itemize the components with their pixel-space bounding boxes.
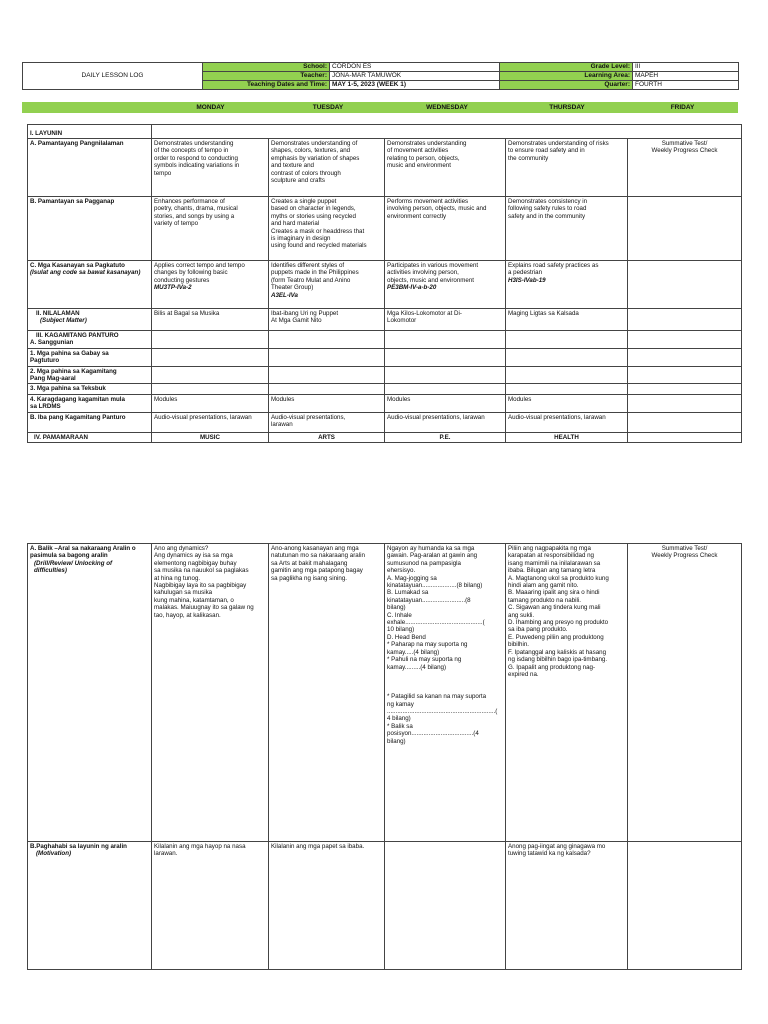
cell-b-thursday: Demonstrates consistency in following safety rules to road safety and in the community [506,197,628,261]
cell-motivation-friday [628,842,742,970]
subject-pe: P.E. [385,432,506,442]
cell-gabay-blank [269,348,385,366]
cell-review-tuesday: Ano-anong kasanayan ang mga natutunan mo sa nakaraang aralin sa Arts at bakit mahalagang gamitin ang mga patapong bagay sa paglikha ng isang sining. [269,544,385,842]
cell-a-wednesday: Demonstrates understanding of movement activities relating to person, objects, music and environment [385,139,506,197]
cell-iba-wednesday: Audio-visual presentations, larawan [385,412,506,432]
quarter-label: Quarter: [500,81,633,90]
cell-kagamitan-blank [152,331,269,349]
school-label: School: [203,63,330,72]
row-label-kagamitan [28,331,152,349]
cell-b-wednesday: Performs movement activities involving person, objects, music and environment correctly [385,197,506,261]
cell-c-wednesday [385,261,506,309]
kasanayan-title: C. Mga Kasanayan sa Pagkatuto [30,262,125,269]
cell-iba-monday: Audio-visual presentations, larawan [152,412,269,432]
subject-arts: ARTS [269,432,385,442]
cell-gabay-blank [628,348,742,366]
cell-teksbuk-blank [152,384,269,394]
cell-nilalaman-wednesday: Mga Kilos-Lokomotor at Di- Lokomotor [385,309,506,331]
row-label-pamantayang-pangnilalaman: A. Pamantayang Pangnilalaman [28,139,152,197]
competency-code: A3EL-IVa [271,291,298,299]
cell-iba-tuesday: Audio-visual presentations, larawan [269,412,385,432]
cell-c-thursday [506,261,628,309]
cell-kagamitang-blank [385,366,506,384]
competency-text: Applies correct tempo and tempo changes by following basic conducting gestures [154,262,245,284]
cell-gabay-blank [385,348,506,366]
cell-nilalaman-monday: Bilis at Bagal sa Musika [152,309,269,331]
area-value: MAPEH [633,72,739,81]
cell-kagamitang-blank [152,366,269,384]
cell-motivation-tuesday: Kilalanin ang mga papet sa ibaba. [269,842,385,970]
cell-kagamitang-blank [628,366,742,384]
cell-kagamitang-blank [506,366,628,384]
cell-b-friday [628,197,742,261]
cell-motivation-wednesday [385,842,506,970]
cell-review-friday: Summative Test/ Weekly Progress Check [628,544,742,842]
row-label-nilalaman [28,309,152,331]
cell-lrdms-tuesday: Modules [269,394,385,412]
day-monday: MONDAY [152,102,269,113]
cell-review-wednesday: Ngayon ay humanda ka sa mga gawain. Pag-aralan at gawin ang sumusunod na pampasigla ehersisyo. A. Mag-jogging sa kinatatayuan....................(8 bilang) B. Lumakad sa kinatatayuan.........................(8 bilang) C. Inhale exhale.............................................( 10 bilang) D. Head Bend * Paharap na may suporta ng kamay.....(4 bilang) * Pahuli na may suporta ng kamay.........(4 bilang) * Patagilid sa kanan na may suporta ng kamay ...............................................................( 4 bilang) * Balik sa posisyon....................................(4 bilang) [385,544,506,842]
row-label-gabay: 1. Mga pahina sa Gabay sa Pagtuturo [28,348,152,366]
competency-text: Identifies different styles of puppets made in the Philippines (form Teatro Mulat and Anino Theater Group) [271,262,359,292]
row-label-kagamitang-mag-aaral: 2. Mga pahina sa Kagamitang Pang Mag-aaral [28,366,152,384]
subject-health: HEALTH [506,432,628,442]
lesson-table-1 [27,124,742,443]
log-title: DAILY LESSON LOG [23,63,203,90]
row-label-iba-pang-kagamitan: B. Iba pang Kagamitang Panturo [28,412,152,432]
cell-kagamitan-blank [385,331,506,349]
dates-label: Teaching Dates and Time: [203,81,330,90]
day-wednesday: WEDNESDAY [387,102,507,113]
day-tuesday: TUESDAY [269,102,387,113]
competency-text: Participates in various movement activities involving person, objects, music and environment [387,262,479,284]
competency-code: H3IS-IVab-19 [508,276,546,284]
cell-kagamitan-blank [628,331,742,349]
header-table [22,62,739,90]
cell-review-thursday: Piliin ang nagpapakita ng mga karapatan at responsibilidad ng isang mamimili na inilalarawan sa ibaba. Bilugan ang tamang letra A. Magtanong ukol sa produkto kung hindi alam ang gamit nito. B. Maaaring ipalit ang sira o hindi tamang produkto na nabili. C. Sigawan ang tindera kung mali ang sukli. D. Ihambing ang presyo ng produkto sa iba pang produkto. E. Puwedeng piliin ang produktong bibilhin. F. Ipatanggal ang kaliskis at hasang ng isdang bibilhin bago ipa-timbang. G. Ipapalit ang produktong nag- expired na. [506,544,628,842]
paghahabi-title: B.Paghahabi sa layunin ng aralin [30,843,127,850]
cell-b-monday: Enhances performance of poetry, chants, drama, musical stories, and songs by using a variety of tempo [152,197,269,261]
cell-b-tuesday: Creates a single puppet based on character in legends, myths or stories using recycled and hard material Creates a mask or headdress that is imaginary in design using found and recycled materials [269,197,385,261]
cell-lrdms-friday [628,394,742,412]
cell-iba-friday [628,412,742,432]
cell-motivation-monday: Kilalanin ang mga hayop na nasa larawan. [152,842,269,970]
balik-aral-subtitle: (Drill/Review/ Unlocking of difficulties) [34,559,113,575]
row-label-kasanayan [28,261,152,309]
day-header-bar [22,102,738,113]
grade-label: Grade Level: [500,63,633,72]
sanggunian-title: A. Sanggunian [30,339,74,347]
nilalaman-subtitle: (Subject Matter) [40,317,87,325]
cell-teksbuk-blank [628,384,742,394]
school-value: CORDON ES [330,63,500,72]
cell-teksbuk-blank [385,384,506,394]
lesson-table-2 [27,543,742,970]
paghahabi-subtitle: (Motivation) [36,850,72,858]
cell-a-monday: Demonstrates understanding of the concepts of tempo in order to respond to conducting symbols indicating variations in tempo [152,139,269,197]
cell-motivation-thursday: Anong pag-iingat ang ginagawa mo tuwing tatawid ka ng kalsada? [506,842,628,970]
cell-kagamitan-blank [269,331,385,349]
teacher-label: Teacher: [203,72,330,81]
competency-text: Explains road safety practices as a pedestrian [508,262,599,277]
cell-lrdms-wednesday: Modules [385,394,506,412]
day-thursday: THURSDAY [507,102,627,113]
cell-a-friday: Summative Test/ Weekly Progress Check [628,139,742,197]
cell-lrdms-monday: Modules [152,394,269,412]
layunin-blank [152,125,742,139]
subject-friday-blank [628,432,742,442]
cell-review-monday: Ano ang dynamics? Ang dynamics ay isa sa mga elementong nagbibigay buhay sa musika na nauukol sa paglakas at hina ng tunog. Nagbibigay laya ito sa pagbibigay kahulugan sa musika kung mahina, katamtaman, o malakas. Maiuugnay ito sa galaw ng tao, hayop, at kalikasan. [152,544,269,842]
cell-gabay-blank [506,348,628,366]
day-friday: FRIDAY [627,102,738,113]
day-header-blank [22,102,152,113]
cell-kagamitan-blank [506,331,628,349]
subject-music: MUSIC [152,432,269,442]
cell-nilalaman-tuesday: Ibat-ibang Uri ng Puppet At Mga Gamit Nito [269,309,385,331]
balik-aral-title: A. Balik –Aral sa nakaraang Aralin o pasimula sa bagong aralin [30,545,136,560]
cell-a-thursday: Demonstrates understanding of risks to ensure road safety and in the community [506,139,628,197]
cell-a-tuesday: Demonstrates understanding of shapes, colors, textures, and emphasis by variation of shapes and texture and contrast of colors through sculpture and crafts [269,139,385,197]
cell-lrdms-thursday: Modules [506,394,628,412]
competency-code: MU3TP-IVa-2 [154,284,192,292]
cell-nilalaman-friday [628,309,742,331]
row-label-pamantayan-pagganap: B. Pamantayan sa Pagganap [28,197,152,261]
cell-teksbuk-blank [269,384,385,394]
cell-teksbuk-blank [506,384,628,394]
teacher-value: JONA-MAR TAMUWOK [330,72,500,81]
row-label-lrdms: 4. Karagdagang kagamitan mula sa LRDMS [28,394,152,412]
row-label-paghahabi [28,842,152,970]
cell-iba-thursday: Audio-visual presentations, larawan [506,412,628,432]
row-label-teksbuk: 3. Mga pahina sa Teksbuk [28,384,152,394]
cell-nilalaman-thursday: Maging Ligtas sa Kalsada [506,309,628,331]
cell-gabay-blank [152,348,269,366]
cell-c-friday [628,261,742,309]
kasanayan-subtitle: (Isulat ang code sa bawat kasanayan) [30,269,141,277]
cell-c-tuesday [269,261,385,309]
cell-c-monday [152,261,269,309]
cell-kagamitang-blank [269,366,385,384]
grade-value: III [633,63,739,72]
layunin-heading: I. LAYUNIN [28,125,152,139]
quarter-value: FOURTH [633,81,739,90]
row-label-balik-aral [28,544,152,842]
kagamitan-title: III. KAGAMITANG PANTURO [36,332,119,339]
competency-code: PE3BM-IV-a-b-20 [387,284,437,292]
pamamaraan-heading: IV. PAMAMARAAN [28,432,152,442]
dates-value: MAY 1-5, 2023 (WEEK 1) [330,81,500,90]
area-label: Learning Area: [500,72,633,81]
nilalaman-title: II. NILALAMAN [36,310,80,317]
